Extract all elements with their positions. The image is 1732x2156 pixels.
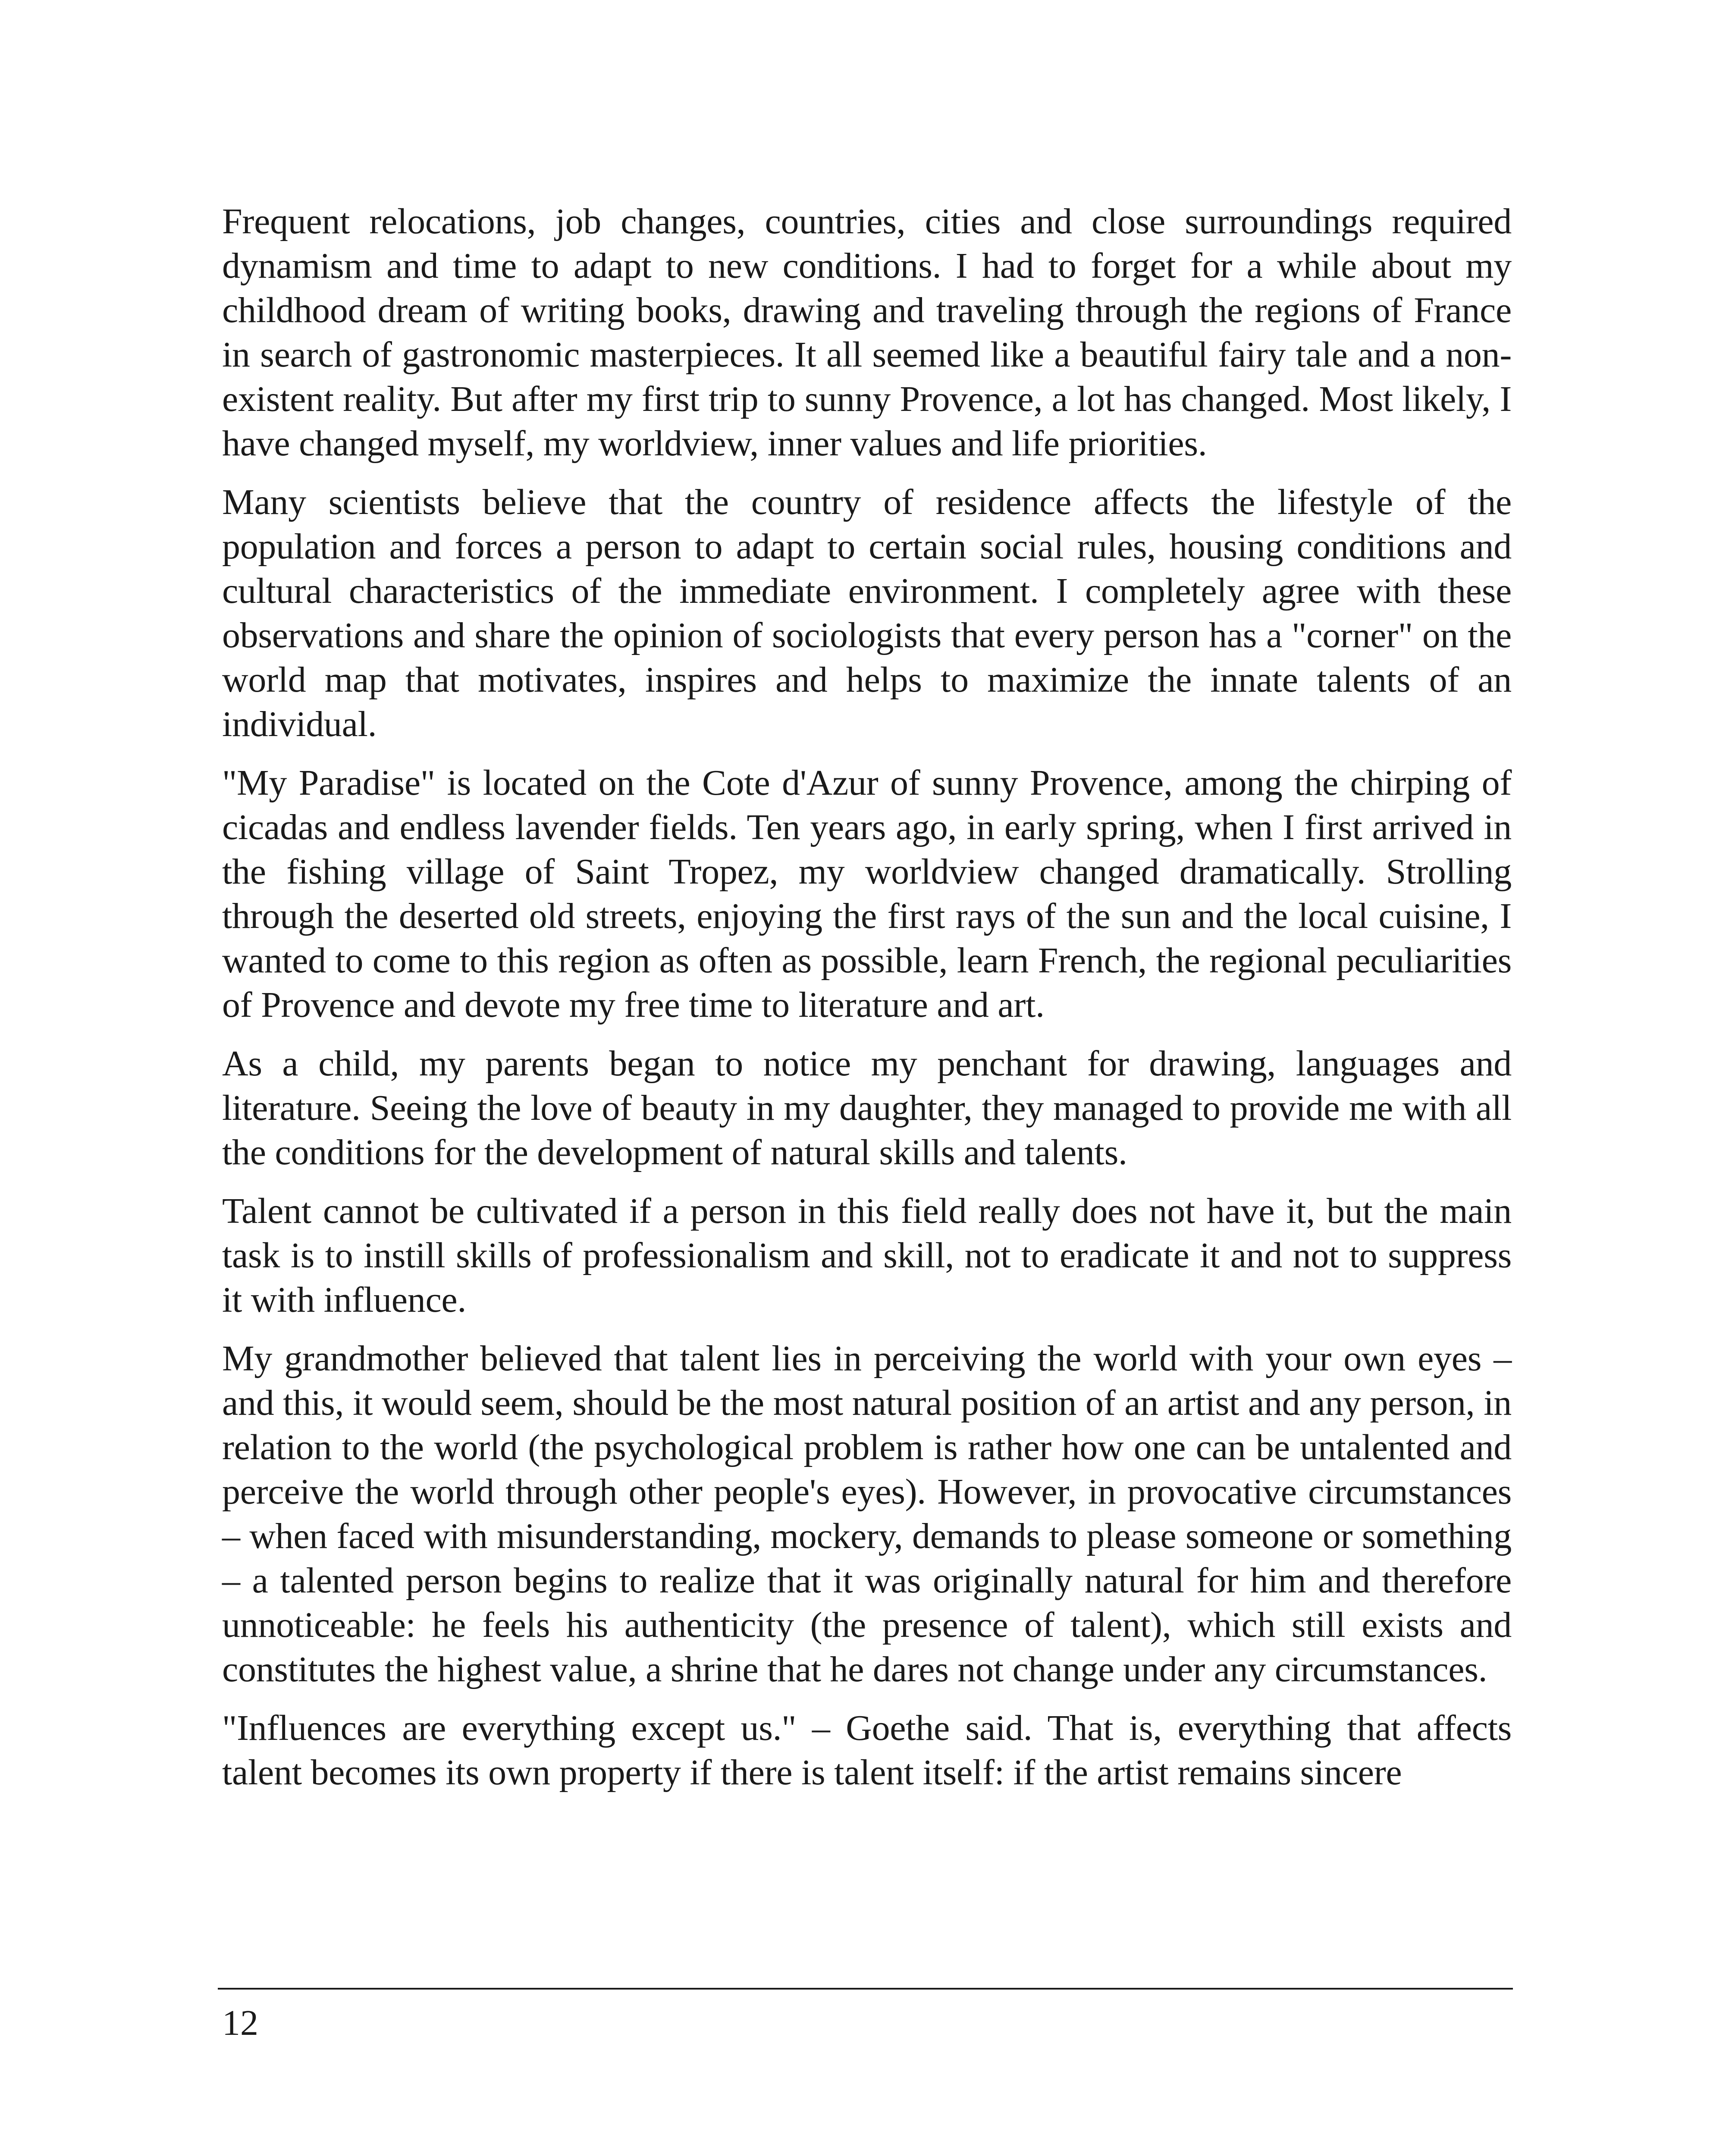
paragraph-5: Talent cannot be cultivated if a person in this field really does not have it, but the main task is to instill skills of professionalism and skill, not to eradicate it and not to suppress it with influence. xyxy=(222,1191,1512,1320)
paragraph-7: "Influences are everything except us." – Goethe said. That is, everything that affects talent becomes its own property if there is talent itself: if the artist remains sincere xyxy=(222,1708,1512,1792)
paragraph-4: As a child, my parents began to notice my penchant for drawing, languages and literature. Seeing the love of beauty in my daughter, they managed to provide me with all the conditions for the development of natural skills and talents. xyxy=(222,1044,1512,1172)
footer-divider xyxy=(218,1988,1513,1990)
paragraph-3: "My Paradise" is located on the Cote d'Azur of sunny Provence, among the chirping of cicadas and endless lavender fields. Ten years ago, in early spring, when I first arrived in the fishing village of Saint Tropez, my worldview changed dramatically. Strolling through the deserted old streets, enjoying the first rays of the sun and the local cuisine, I wanted to come to this region as often as possible, learn French, the regional peculiarities of Provence and devote my free time to literature and art. xyxy=(222,763,1512,1025)
body-text xyxy=(222,199,1512,1809)
paragraph-6: My grandmother believed that talent lies in perceiving the world with your own eyes – and this, it would seem, should be the most natural position of an artist and any person, in relation to the world (the psychological problem is rather how one can be untalented and perceive the world through other people's eyes). However, in provocative circumstances – when faced with misunderstanding, mockery, demands to please someone or something – a talented person begins to realize that it was originally natural for him and therefore unnoticeable: he feels his authenticity (the presence of talent), which still exists and constitutes the highest value, a shrine that he dares not change under any circumstances. xyxy=(222,1338,1512,1689)
paragraph-1: Frequent relocations, job changes, countries, cities and close surroundings required dynamism and time to adapt to new conditions. I had to forget for a while about my childhood dream of writing books, drawing and traveling through the regions of France in search of gastronomic masterpieces. It all seemed like a beautiful fairy tale and a non-existent reality. But after my first trip to sunny Provence, a lot has changed. Most likely, I have changed myself, my worldview, inner values and life priorities. xyxy=(222,201,1512,464)
page-number: 12 xyxy=(222,2003,258,2043)
paragraph-2: Many scientists believe that the country of residence affects the lifestyle of the population and forces a person to adapt to certain social rules, housing conditions and cultural characteristics of the immediate environment. I completely agree with these observations and share the opinion of sociologists that every person has a "corner" on the world map that motivates, inspires and helps to maximize the innate talents of an individual. xyxy=(222,482,1512,744)
